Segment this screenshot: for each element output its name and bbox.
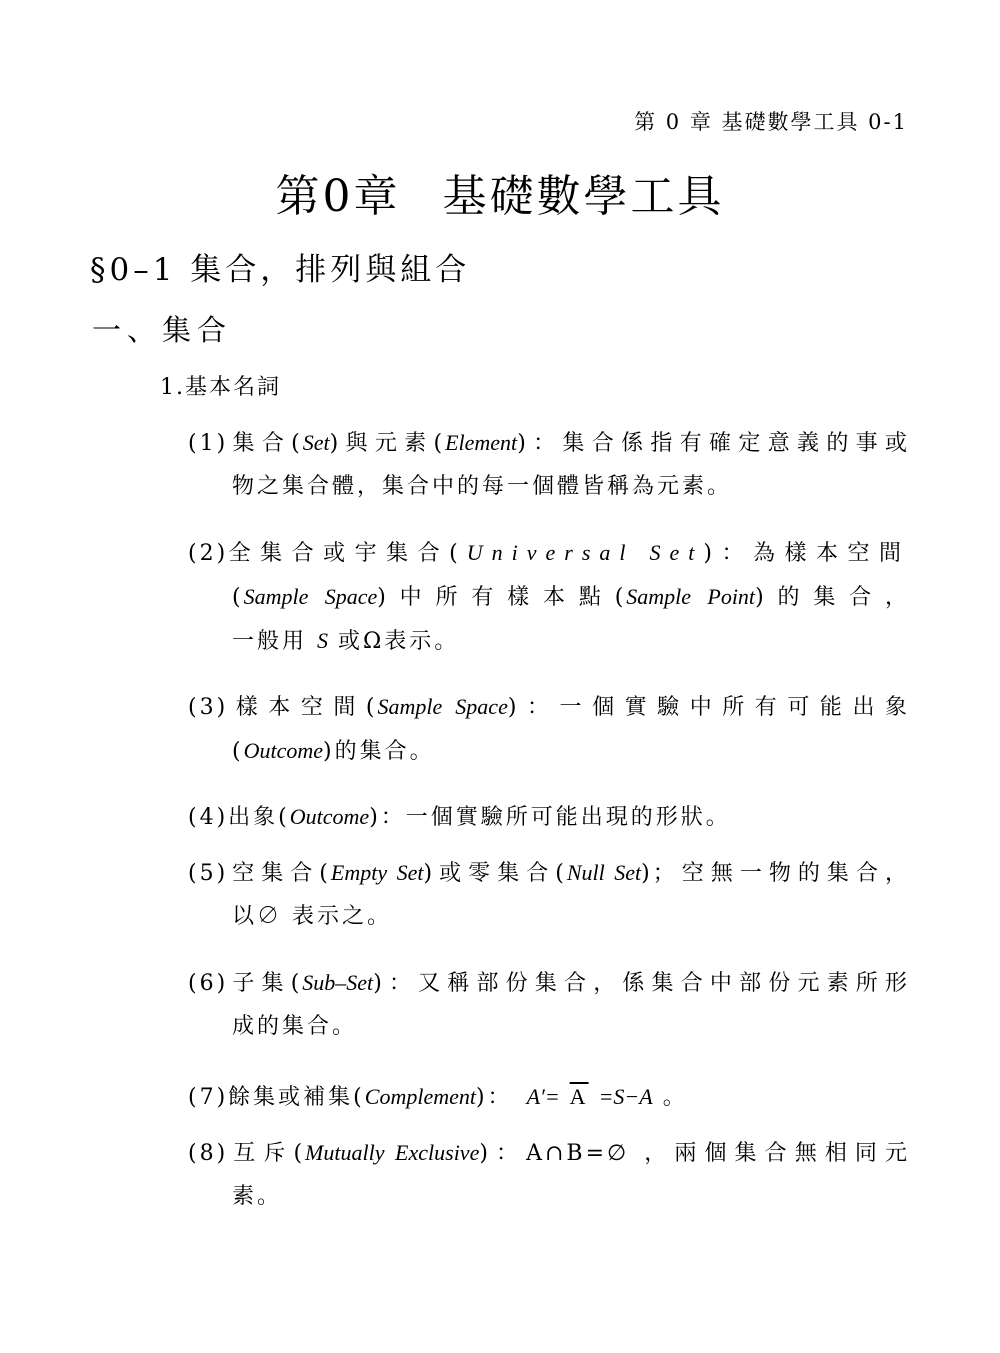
item-text: 全集合或宇集合( [228, 541, 467, 566]
term-en: Mutually Exclusive [305, 1140, 480, 1165]
item-text: )：集合係指有確定意義的事或 [517, 431, 910, 456]
section-title: §0–1 集合，排列與組合 [90, 252, 471, 288]
term-en: Sub–Set [302, 970, 374, 995]
definition-item-7 [188, 1082, 910, 1126]
item-number: (7) [188, 1085, 229, 1110]
item-line [188, 538, 910, 582]
item-line: 以∅ 表示之。 [232, 904, 392, 929]
symbol-s: S [317, 628, 328, 653]
formula-a-bar: $\overline{A}$ [569, 1084, 589, 1109]
item-line [188, 1082, 910, 1126]
item-text: ( [232, 739, 244, 764]
term-en: Set [302, 430, 330, 455]
item-text: 樣本空間( [228, 695, 378, 720]
term-en: Complement [364, 1084, 476, 1109]
definition-item-8 [188, 1138, 910, 1226]
formula-a-prime: A′= [526, 1084, 560, 1109]
definition-item-6 [188, 968, 910, 1056]
definition-item-3 [188, 692, 910, 780]
item-text: )：A∩B=∅ ，兩個集合無相同元 [479, 1141, 910, 1166]
item-number: (6) [188, 971, 229, 996]
item-text: )的集合。 [323, 739, 435, 764]
item-text: )：為樣本空間 [703, 541, 910, 566]
item-line [188, 802, 910, 846]
item-text: )與元素( [329, 431, 446, 456]
subsection-title: 一、集合 [92, 313, 233, 347]
term-en: Outcome [243, 738, 324, 763]
item-text: 出象( [228, 805, 290, 830]
item-text: 或Ω表示。 [328, 629, 460, 654]
item-text: )或零集合( [423, 861, 567, 886]
item-line [188, 582, 910, 626]
item-text: 餘集或補集( [228, 1085, 365, 1110]
item-number: (8) [188, 1141, 229, 1166]
item-text: )中所有樣本點( [377, 585, 627, 610]
item-number: (2) [188, 541, 229, 566]
formula-s-minus-a: =S−A [598, 1084, 653, 1109]
item-line: 成的集合。 [232, 1014, 358, 1039]
item-text: )的集合， [755, 585, 911, 610]
subsubsection-title: 1.基本名詞 [160, 375, 281, 400]
item-line [188, 692, 910, 736]
item-number: (3) [188, 695, 229, 720]
chapter-name: 基礎數學工具 [442, 171, 725, 222]
term-en: Null Set [566, 860, 642, 885]
definition-item-1 [188, 428, 910, 516]
item-text: 。 [652, 1085, 688, 1110]
chapter-number: 第0章 [275, 171, 401, 222]
item-line: 素。 [232, 1184, 283, 1209]
term-en: Outcome [289, 804, 370, 829]
item-number: (4) [188, 805, 229, 830]
item-line [188, 968, 910, 1012]
item-line [188, 1138, 910, 1182]
item-line [188, 736, 910, 780]
definition-item-5 [188, 858, 910, 946]
term-en: Element [445, 430, 518, 455]
item-line [188, 428, 910, 472]
chapter-title [0, 160, 1000, 224]
item-text: )；空無一物的集合， [641, 861, 910, 886]
definition-item-2 [188, 538, 910, 670]
item-number: (5) [188, 861, 229, 886]
term-en: Sample Space [243, 584, 378, 609]
item-text: 子集( [228, 971, 303, 996]
item-text: )： [475, 1085, 513, 1110]
item-number: (1) [188, 431, 229, 456]
term-en: Sample Space [377, 694, 508, 719]
item-text: )：一個實驗中所有可能出象 [507, 695, 910, 720]
item-text: 互斥( [228, 1141, 306, 1166]
item-text: 一般用 [232, 629, 317, 654]
term-en: Universal Set [466, 540, 704, 565]
item-text: )：又稱部份集合，係集合中部份元素所形 [373, 971, 910, 996]
term-en: Sample Point [626, 584, 756, 609]
definition-item-4 [188, 802, 910, 846]
item-line: 物之集合體，集合中的每一個體皆稱為元素。 [232, 474, 733, 499]
term-en: Empty Set [330, 860, 424, 885]
item-line [188, 626, 910, 670]
running-header: 第 0 章 基礎數學工具 0-1 [634, 110, 908, 134]
item-text: 空集合( [228, 861, 331, 886]
item-text: ( [232, 585, 244, 610]
item-line [188, 858, 910, 902]
item-text: )：一個實驗所可能出現的形狀。 [369, 805, 731, 830]
item-text: 集合( [228, 431, 303, 456]
